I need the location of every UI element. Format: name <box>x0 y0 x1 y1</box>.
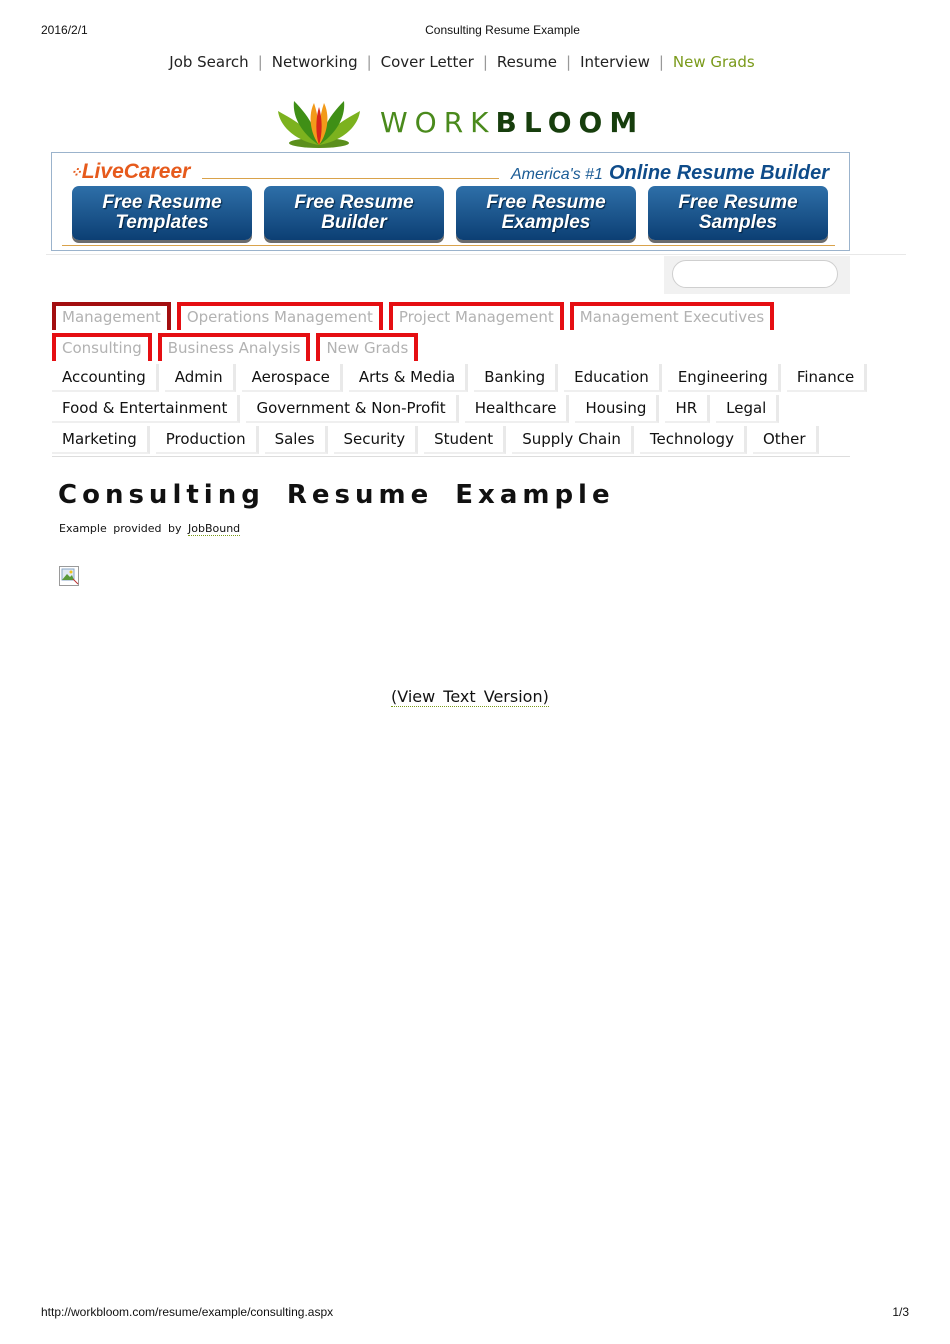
button-line-2: Samples <box>698 212 778 233</box>
provided-by <box>59 522 240 535</box>
print-url: http://workbloom.com/resume/example/consulting.aspx <box>41 1305 334 1319</box>
tab-hr[interactable]: HR <box>665 395 710 423</box>
page-title: Consulting Resume Example <box>58 480 615 510</box>
nav-separator: | <box>257 53 263 71</box>
tab-food-entertainment[interactable]: Food & Entertainment <box>52 395 240 423</box>
tab-security[interactable]: Security <box>334 426 419 454</box>
category-row <box>52 302 852 333</box>
tab-sales[interactable]: Sales <box>265 426 328 454</box>
brand-dots-icon: ⁘ <box>70 163 82 180</box>
tab-arts-media[interactable]: Arts & Media <box>349 364 468 392</box>
view-text-version-link[interactable]: (View Text Version) <box>391 687 549 706</box>
tab-operations-management[interactable]: Operations Management <box>177 302 383 330</box>
button-line-1: Free Resume <box>294 192 414 213</box>
tab-education[interactable]: Education <box>564 364 662 392</box>
logo-text-bold: BLOOM <box>495 106 645 139</box>
nav-job-search[interactable]: Job Search <box>169 53 249 71</box>
free-resume-samples-button[interactable] <box>648 186 828 240</box>
livecareer-banner[interactable] <box>51 152 850 251</box>
banner-tagline <box>511 162 829 185</box>
nav-separator: | <box>366 53 372 71</box>
tab-management-executives[interactable]: Management Executives <box>570 302 774 330</box>
top-navigation <box>0 53 924 71</box>
logo-text-light: WORK <box>380 106 496 139</box>
tab-student[interactable]: Student <box>424 426 506 454</box>
livecareer-logo <box>70 160 190 184</box>
tagline-big: Online Resume Builder <box>608 162 829 184</box>
lotus-flower-icon <box>276 97 362 149</box>
category-row <box>52 364 855 395</box>
tab-new-grads[interactable]: New Grads <box>316 333 418 361</box>
button-line-1: Free Resume <box>102 192 222 213</box>
tab-legal[interactable]: Legal <box>716 395 779 423</box>
brand-name: LiveCareer <box>81 160 191 183</box>
tab-banking[interactable]: Banking <box>474 364 558 392</box>
button-line-2: Templates <box>115 212 209 233</box>
divider <box>46 254 906 255</box>
nav-cover-letter[interactable]: Cover Letter <box>380 53 474 71</box>
banner-bottom-divider <box>62 245 835 246</box>
tab-admin[interactable]: Admin <box>165 364 236 392</box>
tab-consulting[interactable]: Consulting <box>52 333 152 361</box>
tab-accounting[interactable]: Accounting <box>52 364 159 392</box>
category-row <box>52 333 852 364</box>
category-row <box>52 395 852 426</box>
category-row <box>52 426 852 457</box>
tab-aerospace[interactable]: Aerospace <box>242 364 343 392</box>
broken-image-icon <box>59 566 79 586</box>
tab-technology[interactable]: Technology <box>640 426 747 454</box>
print-page-title: Consulting Resume Example <box>425 23 580 37</box>
nav-separator: | <box>566 53 572 71</box>
tab-healthcare[interactable]: Healthcare <box>465 395 570 423</box>
workbloom-logo[interactable] <box>276 95 644 150</box>
print-date: 2016/2/1 <box>41 23 88 37</box>
provider-link[interactable]: JobBound <box>188 522 241 535</box>
tab-housing[interactable]: Housing <box>575 395 659 423</box>
logo-wordmark <box>380 106 644 139</box>
tab-government-non-profit[interactable]: Government & Non-Profit <box>246 395 458 423</box>
tab-supply-chain[interactable]: Supply Chain <box>512 426 634 454</box>
nav-new-grads[interactable]: New Grads <box>672 53 755 71</box>
nav-resume[interactable]: Resume <box>496 53 558 71</box>
button-line-2: Examples <box>501 212 591 233</box>
tab-marketing[interactable]: Marketing <box>52 426 150 454</box>
nav-interview[interactable]: Interview <box>580 53 650 71</box>
tab-production[interactable]: Production <box>156 426 259 454</box>
search-input[interactable] <box>672 260 838 288</box>
print-page-number: 1/3 <box>892 1305 909 1319</box>
button-line-2: Builder <box>321 212 387 233</box>
nav-separator: | <box>482 53 488 71</box>
category-divider <box>52 456 850 457</box>
tab-management[interactable]: Management <box>52 302 171 330</box>
nav-separator: | <box>658 53 664 71</box>
search-box <box>664 256 850 294</box>
banner-buttons <box>72 186 828 240</box>
button-line-1: Free Resume <box>486 192 606 213</box>
free-resume-examples-button[interactable] <box>456 186 636 240</box>
tab-project-management[interactable]: Project Management <box>389 302 564 330</box>
tab-finance[interactable]: Finance <box>787 364 867 392</box>
free-resume-builder-button[interactable] <box>264 186 444 240</box>
tab-business-analysis[interactable]: Business Analysis <box>158 333 311 361</box>
provided-by-label: Example provided by <box>59 522 182 535</box>
category-tabs <box>52 302 855 457</box>
nav-networking[interactable]: Networking <box>271 53 358 71</box>
button-line-1: Free Resume <box>678 192 798 213</box>
tab-other[interactable]: Other <box>753 426 819 454</box>
tagline-small: America's #1 <box>510 166 603 183</box>
banner-divider <box>202 178 499 179</box>
tab-engineering[interactable]: Engineering <box>668 364 781 392</box>
free-resume-templates-button[interactable] <box>72 186 252 240</box>
